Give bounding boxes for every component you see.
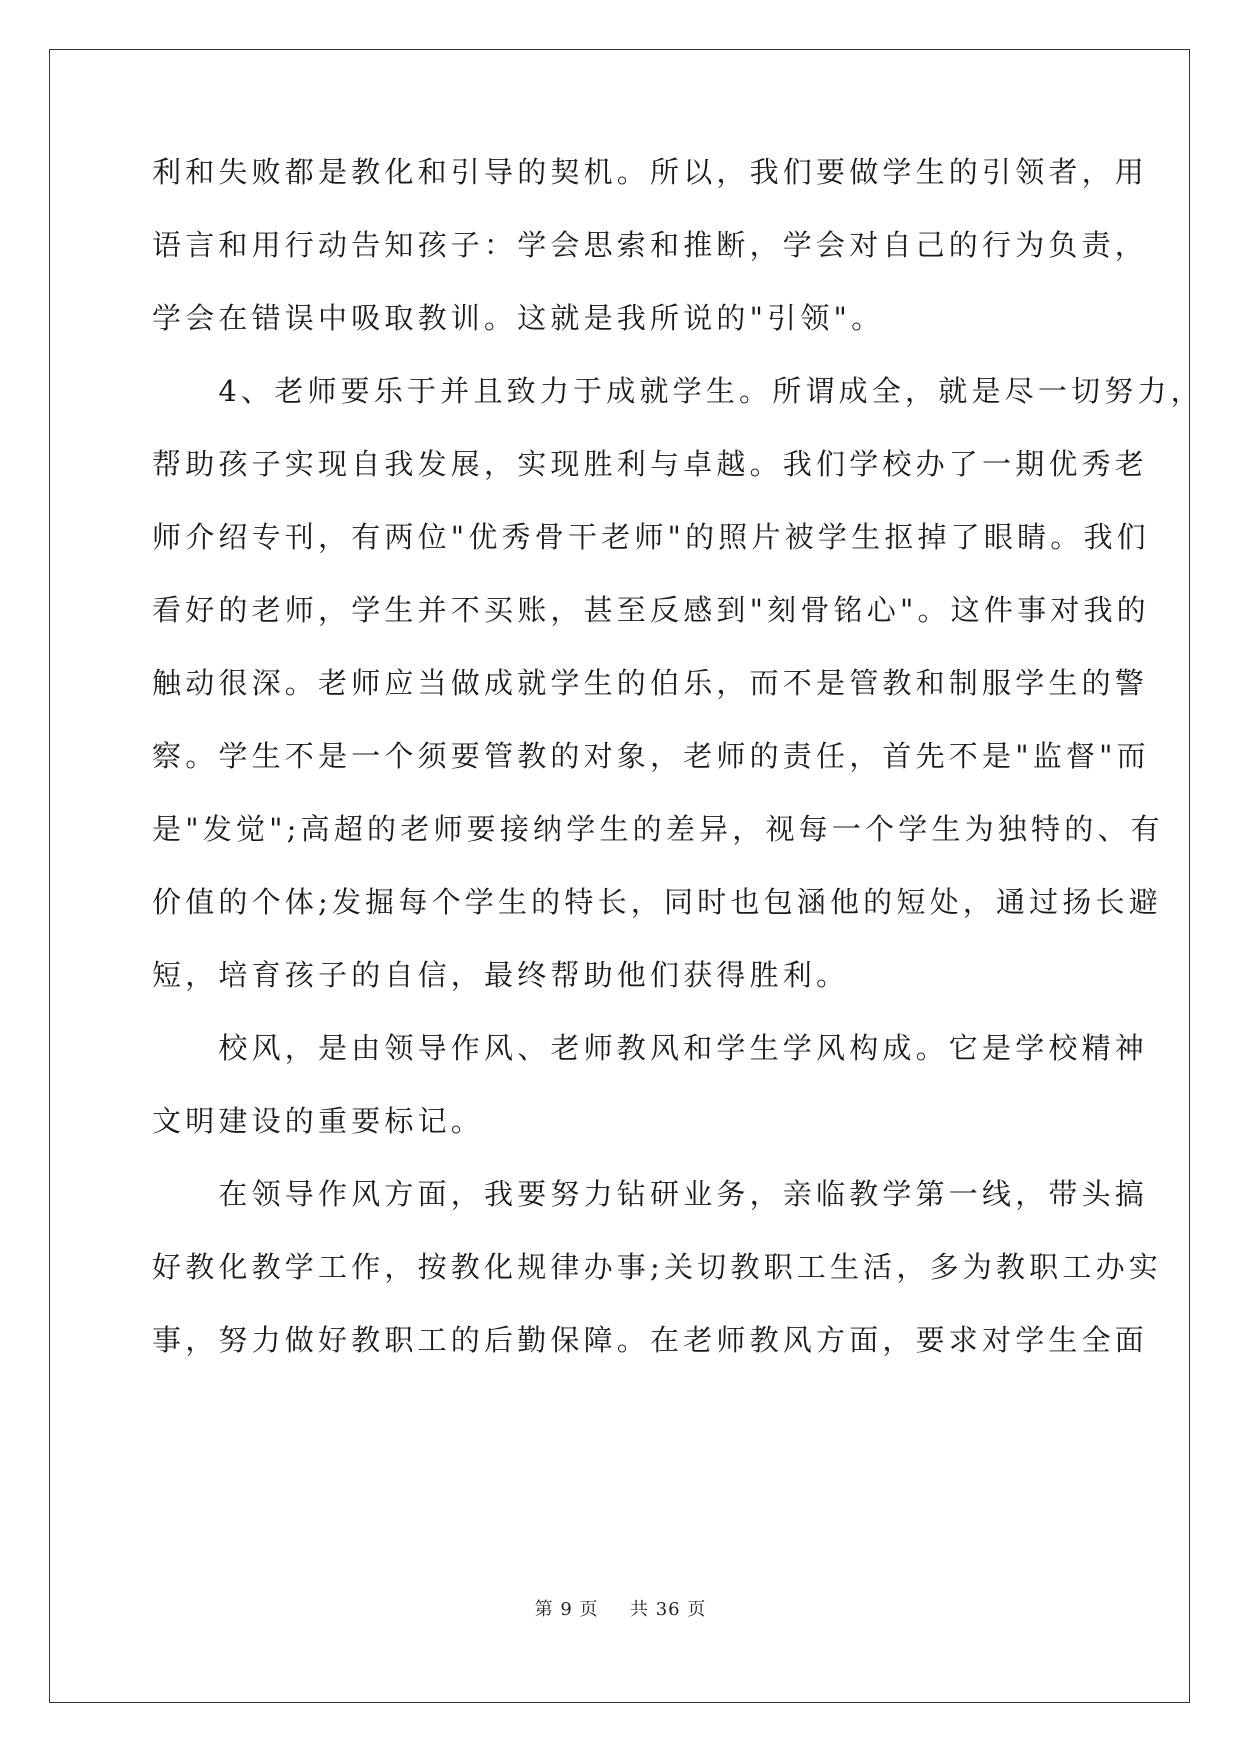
text-line: 师介绍专刊，有两位"优秀骨干老师"的照片被学生抠掉了眼睛。我们	[152, 520, 1150, 554]
text-line: 帮助孩子实现自我发展，实现胜利与卓越。我们学校办了一期优秀老	[152, 447, 1149, 481]
text-line: 短，培育孩子的自信，最终帮助他们获得胜利。	[152, 958, 850, 992]
text-line: 利和失败都是教化和引导的契机。所以，我们要做学生的引领者，用	[152, 155, 1149, 189]
text-line: 在领导作风方面，我要努力钻研业务，亲临教学第一线，带头搞	[152, 1177, 1149, 1211]
page-footer	[0, 1598, 1241, 1622]
text-line: 察。学生不是一个须要管教的对象，老师的责任，首先不是"监督"而	[152, 739, 1150, 773]
text-line: 价值的个体;发掘每个学生的特长，同时也包涵他的短处，通过扬长避	[152, 885, 1162, 919]
text-line: 校风，是由领导作风、老师教风和学生学风构成。它是学校精神	[152, 1031, 1149, 1065]
text-line: 事，努力做好教职工的后勤保障。在老师教风方面，要求对学生全面	[152, 1323, 1149, 1357]
text-line: 语言和用行动告知孩子：学会思索和推断，学会对自己的行为负责，	[152, 228, 1149, 262]
text-line: 触动很深。老师应当做成就学生的伯乐，而不是管教和制服学生的警	[152, 666, 1149, 700]
text-line: 看好的老师，学生并不买账，甚至反感到"刻骨铭心"。这件事对我的	[152, 593, 1150, 627]
text-line: 学会在错误中吸取教训。这就是我所说的"引领"。	[152, 301, 885, 335]
text-line: 文明建设的重要标记。	[152, 1104, 485, 1138]
text-line: 好教化教学工作，按教化规律办事;关切教职工生活，多为教职工办实	[152, 1250, 1162, 1284]
page-number: 第 9 页	[534, 1599, 599, 1620]
page-total: 共 36 页	[630, 1599, 707, 1620]
text-line: 4、老师要乐于并且致力于成就学生。所谓成全，就是尽一切努力，	[152, 374, 1204, 408]
text-line: 是"发觉";高超的老师要接纳学生的差异，视每一个学生为独特的、有	[152, 812, 1164, 846]
